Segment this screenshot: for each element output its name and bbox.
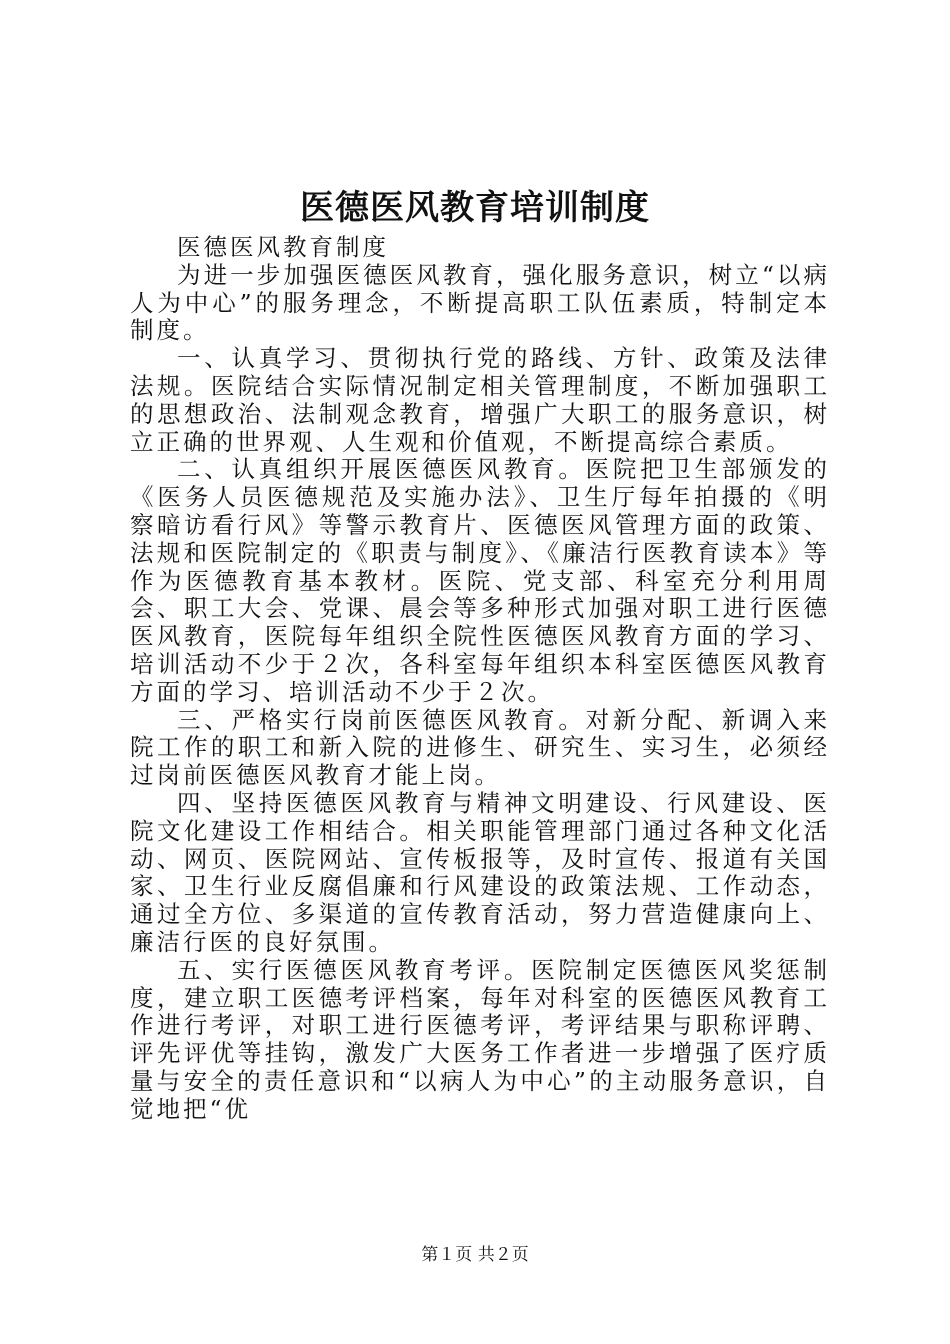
clause-4-paragraph: 四、坚持医德医风教育与精神文明建设、行风建设、医院文化建设工作相结合。相关职能管理部门通过各种文化活动、网页、医院网站、宣传板报等，及时宣传、报道有关国家、卫生行业反腐倡廉和行风建设的政策法规、工作动态，通过全方位、多渠道的宣传教育活动，努力营造健康向上、廉洁行医的良好氛围。 bbox=[130, 788, 830, 956]
clause-5-paragraph: 五、实行医德医风教育考评。医院制定医德医风奖惩制度，建立职工医德考评档案，每年对科室的医德医风教育工作进行考评，对职工进行医德考评，考评结果与职称评聘、评先评优等挂钩，激发广大医务工作者进一步增强了医疗质量与安全的责任意识和“以病人为中心”的主动服务意识，自觉地把“优 bbox=[130, 955, 830, 1123]
clause-2-paragraph: 二、认真组织开展医德医风教育。医院把卫生部颁发的《医务人员医德规范及实施办法》、卫生厅每年拍摄的《明察暗访看行风》等警示教育片、医德医风管理方面的政策、法规和医院制定的《职责与制度》、《廉洁行医教育读本》等作为医德教育基本教材。医院、党支部、科室充分利用周会、职工大会、党课、晨会等多种形式加强对职工进行医德医风教育，医院每年组织全院性医德医风教育方面的学习、培训活动不少于２次，各科室每年组织本科室医德医风教育方面的学习、培训活动不少于２次。 bbox=[130, 455, 830, 706]
clause-3-paragraph: 三、严格实行岗前医德医风教育。对新分配、新调入来院工作的职工和新入院的进修生、研究生、实习生，必须经过岗前医德医风教育才能上岗。 bbox=[130, 705, 830, 790]
intro-paragraph: 为进一步加强医德医风教育，强化服务意识，树立“以病人为中心”的服务理念，不断提高职工队伍素质，特制定本制度。 bbox=[130, 260, 830, 345]
document-body bbox=[130, 234, 830, 1124]
page-number-footer: 第１页 共２页 bbox=[421, 1245, 529, 1265]
clause-1-paragraph: 一、认真学习、贯彻执行党的路线、方针、政策及法律法规。医院结合实际情况制定相关管理制度，不断加强职工的思想政治、法制观念教育，增强广大职工的服务意识，树立正确的世界观、人生观和价值观，不断提高综合素质。 bbox=[130, 344, 830, 456]
document-title: 医德医风教育培训制度 bbox=[300, 188, 650, 228]
subtitle-paragraph: 医德医风教育制度 bbox=[177, 233, 389, 261]
